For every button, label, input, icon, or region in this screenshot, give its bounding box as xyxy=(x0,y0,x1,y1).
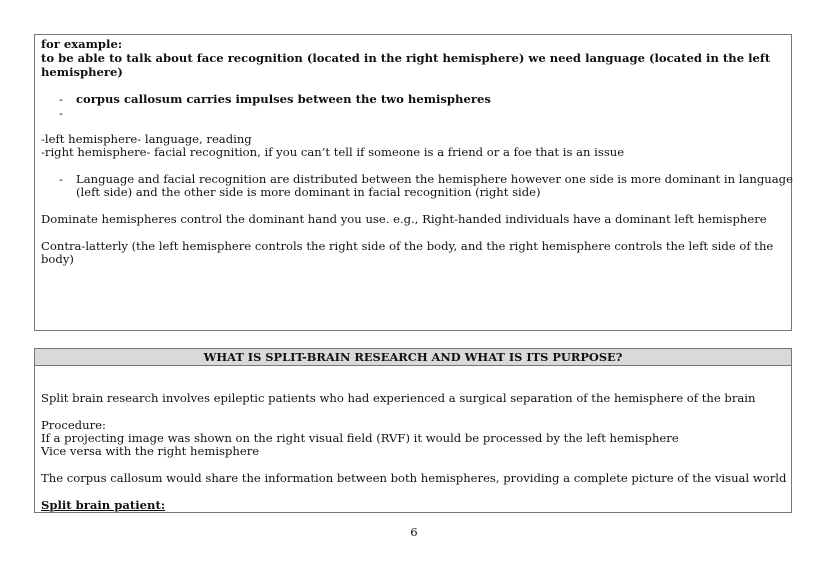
section-header: WHAT IS SPLIT-BRAIN RESEARCH AND WHAT IS ITS PURPOSE? xyxy=(35,349,791,366)
corpus-callosum-paragraph: The corpus callosum would share the information between both hemispheres, providing a complete picture of the visual world xyxy=(41,471,787,485)
split-brain-patient-heading: Split brain patient: xyxy=(41,498,166,512)
procedure-line-2: Vice versa with the right hemisphere xyxy=(41,444,260,458)
right-hemisphere-note: -right hemisphere- facial recognition, if you can’t tell if someone is a friend or a foe that is an issue xyxy=(41,145,625,159)
dominate-paragraph: Dominate hemispheres control the dominant hand you use. e.g., Right-handed individuals have a dominant left hemisphere xyxy=(41,212,767,226)
page-number: 6 xyxy=(410,525,418,539)
example-line-2: hemisphere) xyxy=(41,65,123,79)
example-label: for example: xyxy=(41,37,123,51)
left-hemisphere-note: -left hemisphere- language, reading xyxy=(41,132,252,146)
bullet-corpus-callosum: corpus callosum carries impulses between the two hemispheres xyxy=(76,92,491,106)
procedure-line-1: If a projecting image was shown on the right visual field (RVF) it would be processed by the left hemisphere xyxy=(41,431,679,445)
contra-line-2: body) xyxy=(41,252,74,266)
bullet-dash-3: - xyxy=(59,172,63,186)
procedure-label: Procedure: xyxy=(41,418,106,432)
notes-box xyxy=(34,34,792,331)
example-line-1: to be able to talk about face recognition (located in the right hemisphere) we need language (located in the left xyxy=(41,51,771,65)
split-brain-intro: Split brain research involves epileptic patients who had experienced a surgical separation of the hemisphere of the brain xyxy=(41,391,756,405)
bullet-distribution-line-2: (left side) and the other side is more dominant in facial recognition (right side) xyxy=(76,185,541,199)
bullet-distribution-line-1: Language and facial recognition are distributed between the hemisphere however one side is more dominant in language xyxy=(76,172,793,186)
split-brain-box xyxy=(34,348,792,513)
contra-line-1: Contra-latterly (the left hemisphere controls the right side of the body, and the right hemisphere controls the left side of the xyxy=(41,239,774,253)
bullet-dash-2: - xyxy=(59,106,63,120)
bullet-dash-1: - xyxy=(59,92,63,106)
